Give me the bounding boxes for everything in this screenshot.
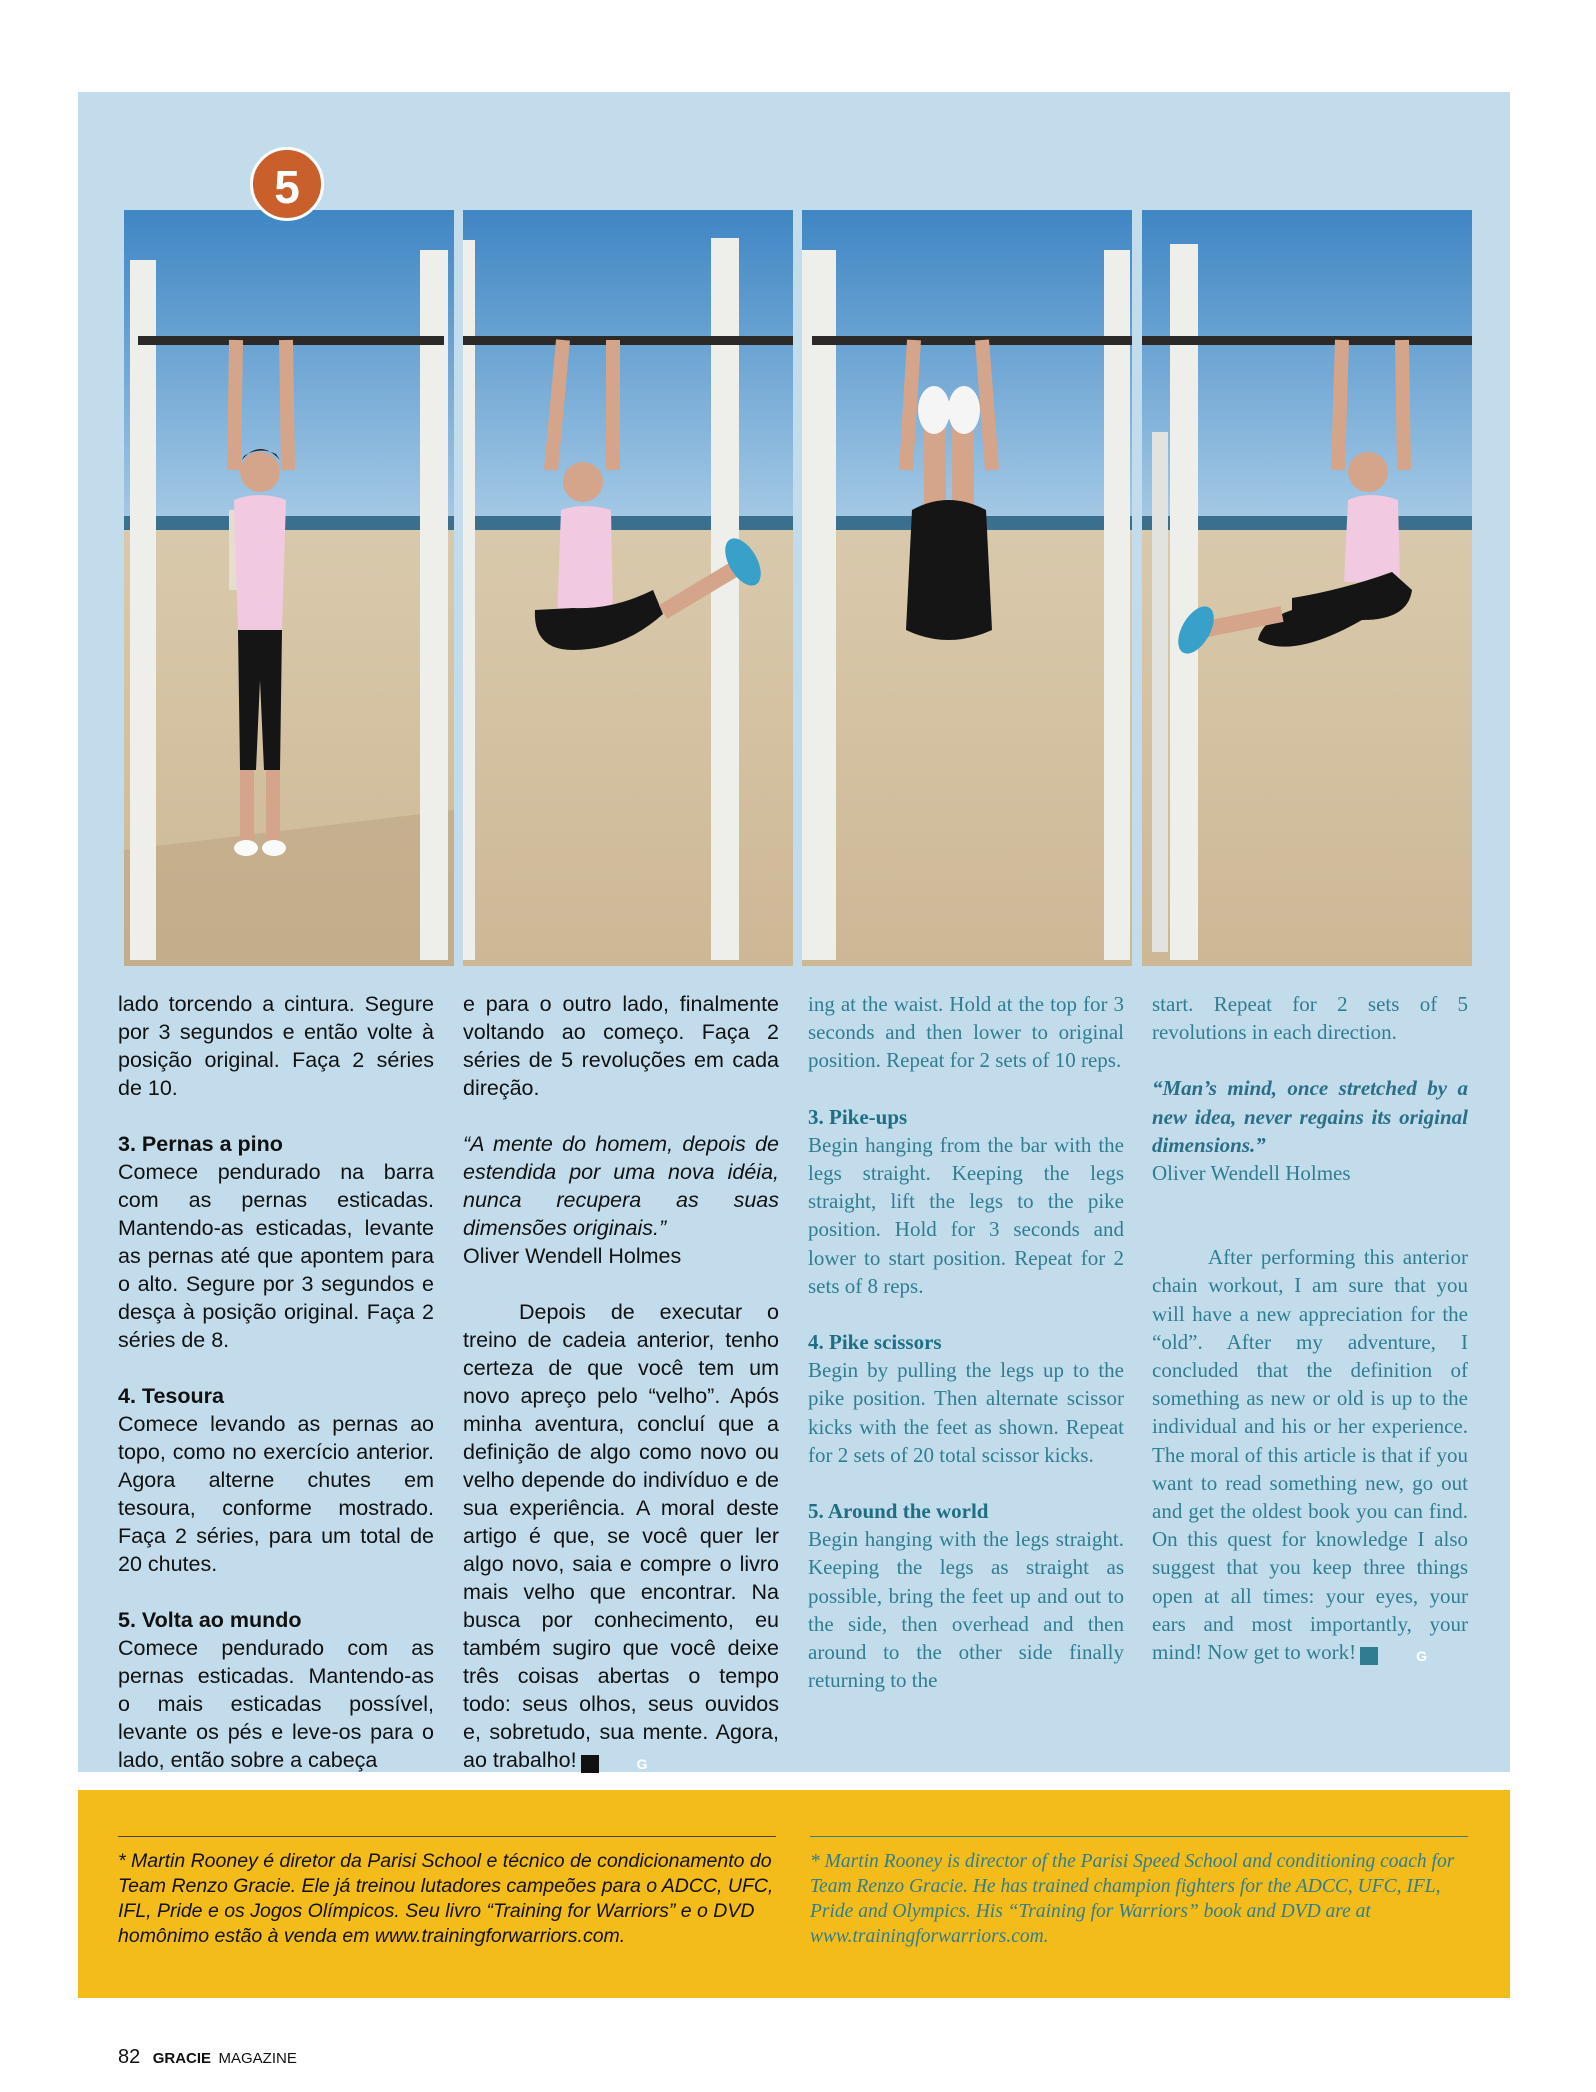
en-quote-author: Oliver Wendell Holmes <box>1152 1161 1351 1186</box>
gracie-g-end-mark-icon: G <box>581 1755 599 1773</box>
pt-body-pernas-a-pino: Comece pendurado na barra com as pernas esticadas. Mantendo-as esticadas, levante as pernas até que apontem para o alto. Segure por 3 segundos e desça à posição original. Faça 2 séries de 8. <box>118 1160 434 1352</box>
en-quote: “Man’s mind, once stretched by a new idea, never regains its original dimensions.” <box>1152 1076 1468 1157</box>
exercise-photo-3 <box>802 210 1132 966</box>
magazine-brand: GRACIE <box>152 2050 212 2067</box>
en-conclusion-text: After performing this anterior chain workout, I am sure that you will have a new appreciation for the “old”. After my adventure, I concluded that the definition of something as new or old is up to the individual and his or her experience. The moral of this article is that if you want to read something new, go out and get the oldest book you can find. On this quest for knowledge I also suggest that you keep three things open at all times: your eyes, your ears and most importantly, your mind! Now get to work! <box>1152 1245 1468 1665</box>
english-column-2 <box>1152 990 1468 1694</box>
en-heading-pike-scissors: 4. Pike scissors <box>808 1330 942 1355</box>
en-heading-around-the-world: 5. Around the world <box>808 1499 989 1524</box>
en-body-pike-ups: Begin hanging from the bar with the legs straight. Keeping the legs straight, lift the legs to the pike position. Hold for 3 seconds and lower to start position. Repeat for 2 sets of 8 reps. <box>808 1132 1124 1298</box>
step-number-badge: 5 <box>250 147 324 221</box>
pt-conclusion-text: Depois de executar o treino de cadeia anterior, tenho certeza de que você tem um novo apreço pelo “velho”. Após minha aventura, concluí que a definição de algo como novo ou velho depende do indivíduo e de sua experiência. A moral deste artigo é que, se você quer ler algo novo, saia e compre o livro mais velho que encontrar. Na busca por conhecimento, eu também sugiro que você deixe três coisas abertas o tempo todo: seus olhos, seus ouvidos e, sobretudo, sua mente. Agora, ao trabalho! <box>463 1300 779 1772</box>
pt-conclusion <box>463 1298 779 1774</box>
pt-heading-pernas-a-pino: 3. Pernas a pino <box>118 1132 283 1156</box>
pt-quote: “A mente do homem, depois de estendida por uma nova idéia, nunca recupera as suas dimensões originais.” <box>463 1132 779 1240</box>
portuguese-column-1 <box>118 990 434 1802</box>
photo-legs-up <box>802 210 1132 966</box>
author-bio-portuguese: * Martin Rooney é diretor da Parisi School e técnico de condicionamento do Team Renzo Gracie. Ele já treinou lutadores campeões para o ADCC, UFC, IFL, Pride e os Jogos Olímpicos. Seu livro “Training for Warriors” e o DVD homônimo estão à venda em www.trainingforwarriors.com. <box>118 1836 776 1949</box>
article-panel <box>78 92 1510 1772</box>
exercise-photo-4 <box>1142 210 1472 966</box>
en-conclusion <box>1152 1243 1468 1666</box>
exercise-photo-2 <box>463 210 793 966</box>
gracie-g-end-mark-icon: G <box>1360 1647 1378 1665</box>
portuguese-column-2 <box>463 990 779 1802</box>
en-body-around-the-world: Begin hanging with the legs straight. Keeping the legs as straight as possible, bring the feet up and out to the side, then overhead and then around to the other side finally returning to the <box>808 1527 1124 1693</box>
exercise-photo-1 <box>124 210 454 966</box>
pt-quote-author: Oliver Wendell Holmes <box>463 1244 682 1268</box>
pt-body-volta-ao-mundo: Comece pendurado com as pernas esticadas. Mantendo-as o mais esticadas possível, levante os pés e leve-os para o lado, então sobre a cabeça <box>118 1636 434 1772</box>
en-body-pike-scissors: Begin by pulling the legs up to the pike position. Then alternate scissor kicks with the feet as shown. Repeat for 2 sets of 20 total scissor kicks. <box>808 1358 1124 1467</box>
english-column-1 <box>808 990 1124 1722</box>
pt-heading-tesoura: 4. Tesoura <box>118 1384 224 1408</box>
pt-intro-text: lado torcendo a cintura. Segure por 3 segundos e então volte à posição original. Faça 2 séries de 10. <box>118 992 434 1100</box>
en-continuation-text: start. Repeat for 2 sets of 5 revolutions in each direction. <box>1152 992 1468 1045</box>
author-bio-band <box>78 1790 1510 1998</box>
page-number: 82 <box>118 2046 141 2068</box>
pt-continuation-text: e para o outro lado, finalmente voltando ao começo. Faça 2 séries de 5 revoluções em cada direção. <box>463 992 779 1100</box>
photo-legs-other-side <box>1142 210 1472 966</box>
magazine-label: MAGAZINE <box>218 2050 297 2067</box>
pt-body-tesoura: Comece levando as pernas ao topo, como no exercício anterior. Agora alterne chutes em tesoura, conforme mostrado. Faça 2 séries, para um total de 20 chutes. <box>118 1412 434 1576</box>
photo-legs-side <box>463 210 793 966</box>
page-footer <box>118 2046 297 2069</box>
en-heading-pike-ups: 3. Pike-ups <box>808 1104 908 1129</box>
author-bio-english: * Martin Rooney is director of the Parisi Speed School and conditioning coach for Team Renzo Gracie. He has trained champion fighters for the ADCC, UFC, IFL, Pride and Olympics. His “Training for Warriors” book and DVD are at www.trainingforwarriors.com. <box>810 1836 1468 1949</box>
photo-hanging-straight <box>124 210 454 966</box>
en-intro-text: ing at the waist. Hold at the top for 3 seconds and then lower to original position. Repeat for 2 sets of 10 reps. <box>808 992 1124 1073</box>
pt-heading-volta-ao-mundo: 5. Volta ao mundo <box>118 1608 302 1632</box>
